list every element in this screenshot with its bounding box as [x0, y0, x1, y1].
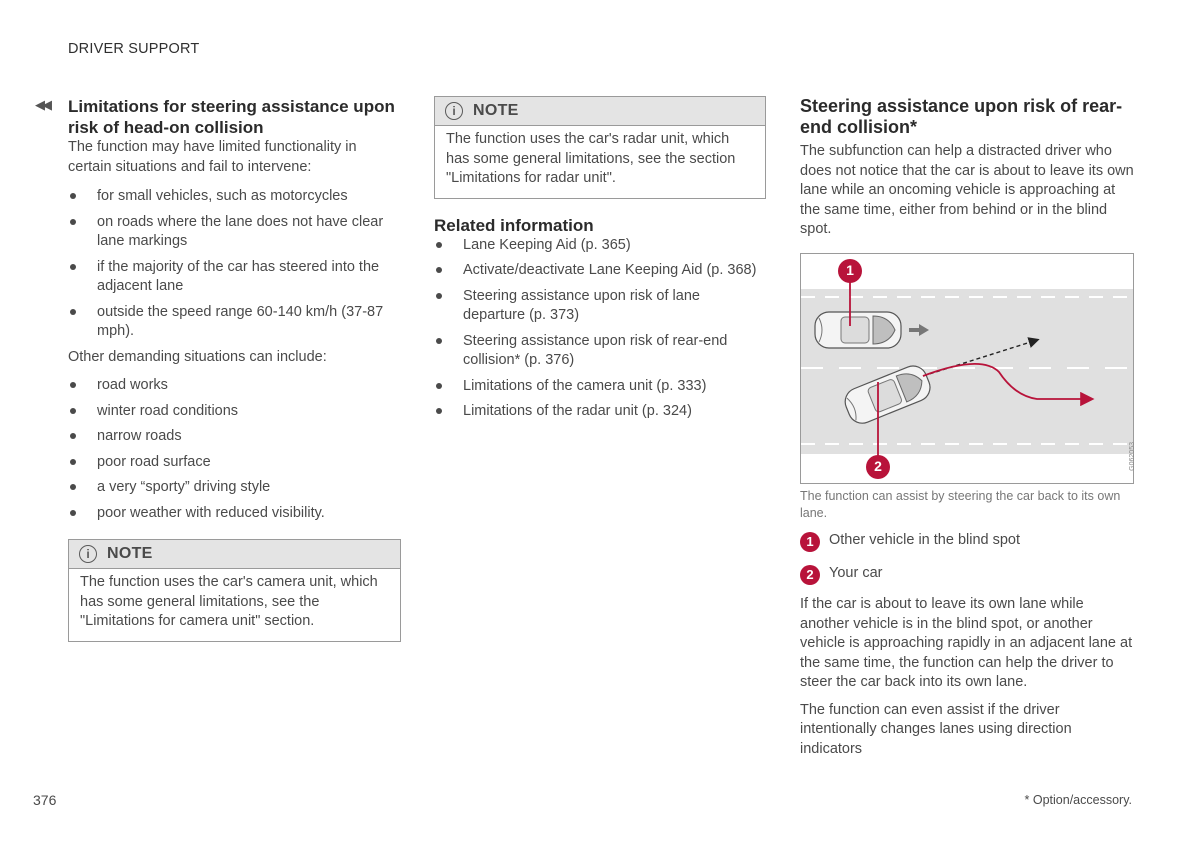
- note-header: [435, 97, 765, 126]
- intro-text: The function may have limited functionality in certain situations and fail to intervene:: [68, 139, 357, 175]
- figure-legend: [800, 531, 1134, 585]
- list-item: a very “sporty” driving style: [68, 478, 401, 498]
- column-middle: [434, 96, 766, 428]
- legend-badge: 1: [800, 532, 820, 552]
- body-paragraph: If the car is about to leave its own lane while another vehicle is in the blind spot, or another vehicle is approaching rapidly in an adjacent lane at the same time, the function can help the driver to steer the car back into its own lane.: [800, 596, 1133, 690]
- note-camera: [68, 539, 401, 642]
- note-header: [69, 540, 400, 569]
- note-text: The function uses the car's radar unit, which has some general limitations, see the section "Limitations for radar unit".: [446, 131, 736, 186]
- list-item: for small vehicles, such as motorcycles: [68, 187, 401, 207]
- figure-code: G062053: [1129, 442, 1136, 471]
- callout-badge-1-label: 1: [846, 262, 854, 278]
- related-link[interactable]: Steering assistance upon risk of lane departure (p. 373): [434, 287, 766, 326]
- body-paragraph: The function can even assist if the driver intentionally changes lanes using direction indicators: [800, 701, 1072, 757]
- other-vehicle-car: [815, 312, 901, 348]
- figure-caption: The function can assist by steering the car back to its own lane.: [800, 489, 1121, 520]
- list-item: narrow roads: [68, 427, 401, 447]
- related-link[interactable]: Limitations of the camera unit (p. 333): [434, 377, 766, 397]
- other-situations-text: Other demanding situations can include:: [68, 348, 327, 365]
- info-icon: i: [79, 545, 97, 563]
- road-diagram: [801, 254, 1133, 483]
- related-link[interactable]: Activate/deactivate Lane Keeping Aid (p. 368): [434, 261, 766, 281]
- related-link[interactable]: Limitations of the radar unit (p. 324): [434, 402, 766, 422]
- note-body: [435, 126, 765, 198]
- legend-item-1: [800, 531, 1134, 552]
- column-left: [68, 96, 401, 642]
- rear-end-collision-illustration: [800, 253, 1134, 484]
- related-information-title: Related information: [434, 215, 594, 235]
- figure-caption-block: [800, 488, 1134, 759]
- related-links-list: [434, 236, 766, 422]
- note-title: NOTE: [473, 102, 519, 119]
- section-title-rear-end: Steering assistance upon risk of rear-end collision*: [800, 96, 1123, 137]
- related-link[interactable]: Lane Keeping Aid (p. 365): [434, 236, 766, 256]
- legend-badge: 2: [800, 565, 820, 585]
- info-icon: i: [445, 102, 463, 120]
- list-item: outside the speed range 60-140 km/h (37-87 mph).: [68, 303, 401, 342]
- list-item: poor weather with reduced visibility.: [68, 504, 401, 524]
- list-item: on roads where the lane does not have clear lane markings: [68, 213, 401, 252]
- related-link[interactable]: Steering assistance upon risk of rear-end collision* (p. 376): [434, 332, 766, 371]
- note-title: NOTE: [107, 545, 153, 562]
- note-radar: [434, 96, 766, 199]
- intro-text: The subfunction can help a distracted driver who does not notice that the car is about to leave its own lane while an oncoming vehicle is approaching at the same time, either from behind or in the blind spot.: [800, 143, 1134, 237]
- legend-text: Your car: [829, 565, 883, 581]
- page-number: 376: [33, 792, 57, 808]
- note-body: [69, 569, 400, 641]
- callout-badge-2-label: 2: [874, 458, 882, 474]
- section-header: DRIVER SUPPORT: [68, 41, 200, 57]
- continued-marker-icon: ◀◀: [35, 97, 49, 112]
- limitations-list: [68, 187, 401, 342]
- list-item: if the majority of the car has steered into the adjacent lane: [68, 258, 401, 297]
- list-item: winter road conditions: [68, 402, 401, 422]
- legend-item-2: [800, 564, 1134, 585]
- demanding-situations-list: [68, 376, 401, 523]
- column-right: [800, 96, 1134, 240]
- legend-text: Other vehicle in the blind spot: [829, 532, 1021, 548]
- list-item: road works: [68, 376, 401, 396]
- footnote: * Option/accessory.: [1024, 793, 1132, 807]
- note-text: The function uses the car's camera unit, which has some general limitations, see the "Limitations for camera unit" section.: [80, 574, 378, 629]
- section-title-head-on: Limitations for steering assistance upon risk of head-on collision: [68, 97, 395, 137]
- list-item: poor road surface: [68, 453, 401, 473]
